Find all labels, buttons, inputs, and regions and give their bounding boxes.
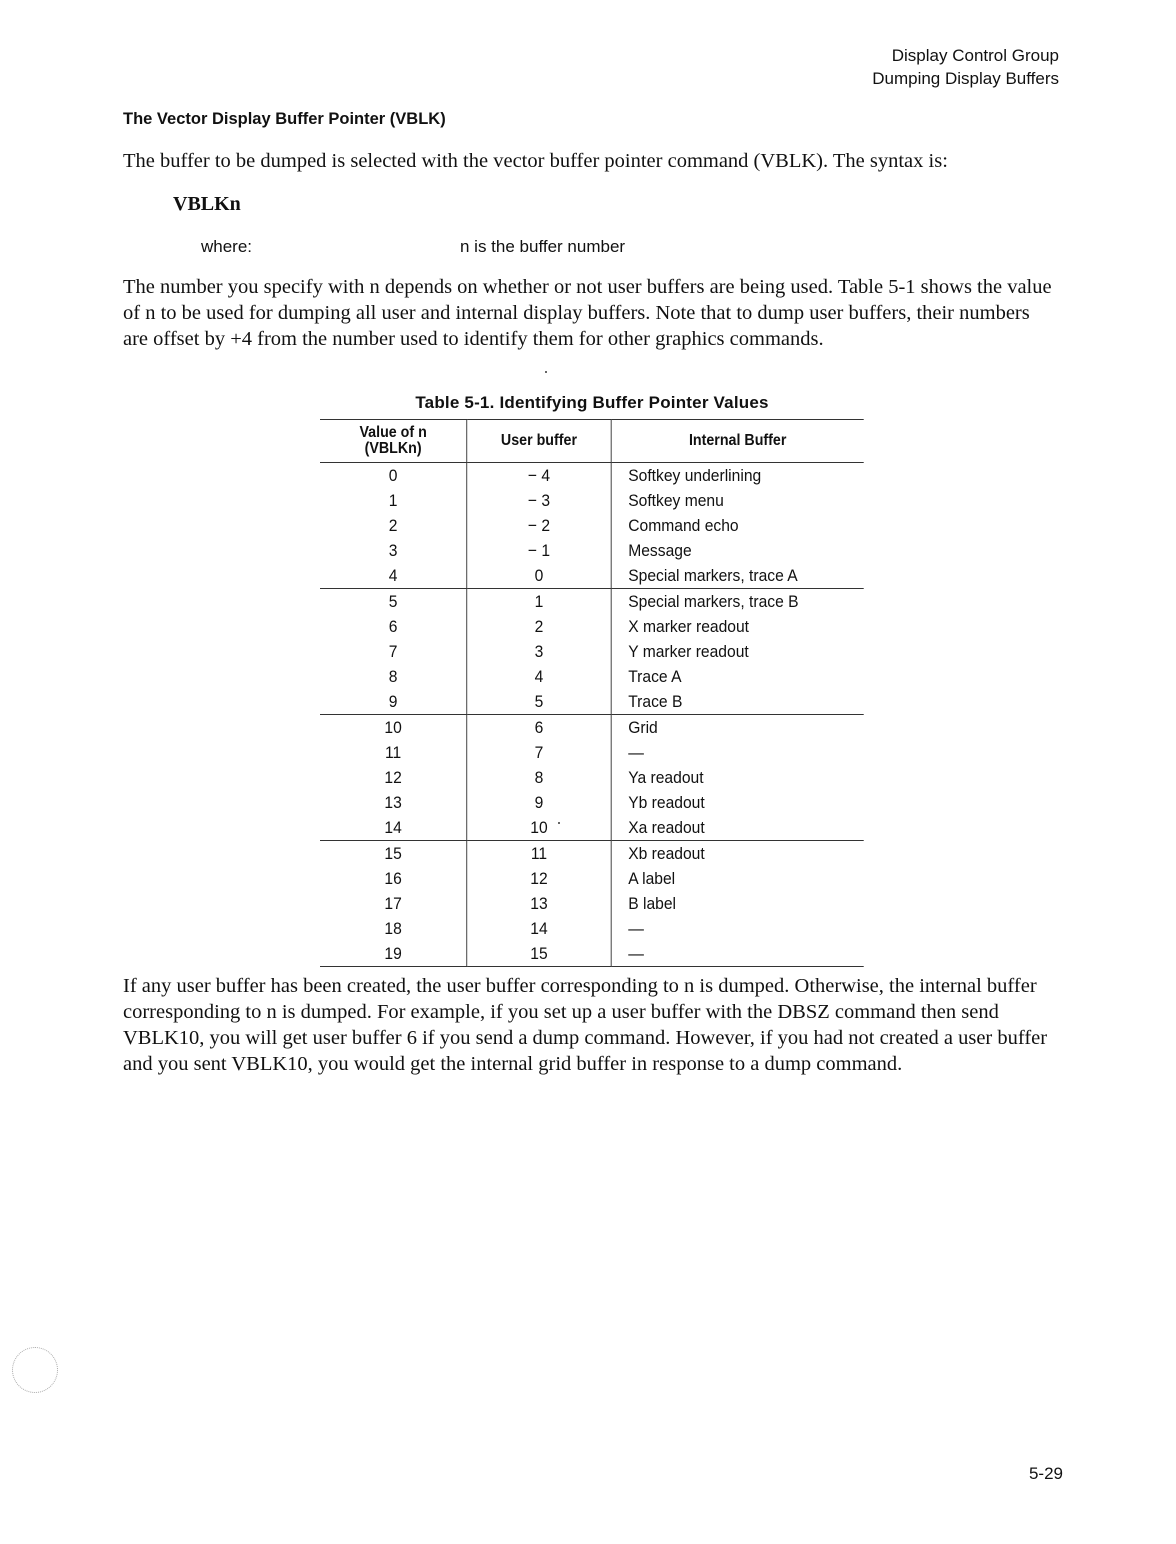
cell-user-buffer: − 1 (467, 538, 611, 563)
cell-value-of-n: 17 (320, 891, 467, 916)
cell-value-of-n: 14 (320, 815, 467, 841)
cell-value-of-n: 3 (320, 538, 467, 563)
header-value-of-n: Value of n (VBLKn) (320, 420, 467, 463)
cell-user-buffer: 13 (467, 891, 611, 916)
cell-internal-buffer: — (611, 941, 864, 967)
cell-value-of-n: 5 (320, 589, 467, 615)
cell-value-of-n: 1 (320, 488, 467, 513)
stray-mark (545, 371, 547, 373)
cell-user-buffer: 9 (467, 790, 611, 815)
cell-user-buffer: 1 (467, 589, 611, 615)
cell-user-buffer: 8 (467, 765, 611, 790)
table-row (320, 916, 864, 941)
table-body (320, 463, 864, 967)
cell-user-buffer: 10 (467, 815, 611, 841)
table-row (320, 513, 864, 538)
cell-user-buffer: 7 (467, 740, 611, 765)
cell-internal-buffer: A label (628, 869, 676, 888)
cell-internal-buffer: Softkey underlining (628, 466, 762, 485)
table-row (320, 639, 864, 664)
cell-value-of-n: 11 (320, 740, 467, 765)
running-head (872, 44, 1059, 90)
cell-internal-buffer: Message (628, 541, 692, 560)
cell-value-of-n: 2 (320, 513, 467, 538)
cell-user-buffer: 11 (467, 841, 611, 867)
table-row (320, 891, 864, 916)
cell-internal-buffer: Ya readout (628, 768, 704, 787)
cell-user-buffer: 14 (467, 916, 611, 941)
stray-mark (558, 822, 560, 824)
cell-internal-buffer: X marker readout (628, 617, 750, 636)
table-row (320, 815, 864, 841)
cell-internal-buffer: Special markers, trace B (628, 592, 799, 611)
table-row (320, 589, 864, 615)
cell-value-of-n: 16 (320, 866, 467, 891)
cell-internal-buffer: B label (628, 894, 677, 913)
page-number: 5-29 (1028, 1464, 1063, 1483)
table-row (320, 715, 864, 741)
cell-value-of-n: 7 (320, 639, 467, 664)
table-row (320, 740, 864, 765)
explanation-paragraph: The number you specify with n depends on whether or not user buffers are being used. Table 5-1 shows the value of n to be used for dumping all user and internal display buffers. Note that to dump user buffers, their numbers are offset by +4 from the number used to identify them for other graphics commands. (123, 276, 1052, 350)
cell-internal-buffer: Softkey menu (628, 491, 724, 510)
cell-internal-buffer: Xa readout (611, 815, 864, 841)
cell-user-buffer: 4 (467, 664, 611, 689)
table-row (320, 689, 864, 715)
cell-value-of-n: 12 (320, 765, 467, 790)
cell-value-of-n: 18 (320, 916, 467, 941)
table-row (320, 563, 864, 589)
cell-user-buffer: 2 (467, 614, 611, 639)
cell-internal-buffer: Xb readout (628, 844, 705, 863)
table-row (320, 488, 864, 513)
cell-value-of-n: 9 (320, 689, 467, 715)
header-internal-buffer: Internal Buffer (611, 420, 864, 463)
cell-internal-buffer: — (628, 743, 644, 762)
cell-value-of-n: 10 (320, 715, 467, 741)
cell-user-buffer: 0 (467, 563, 611, 589)
table-row (320, 765, 864, 790)
cell-user-buffer: 15 (467, 941, 611, 967)
closing-paragraph: If any user buffer has been created, the user buffer corresponding to n is dumped. Otherwise, the internal buffer corresponding to n is dumped. For example, if you set up a user buffer with the DBSZ command then send VBLK10, you will get user buffer 6 if you send a dump command. However, if you had not created a user buffer and you sent VBLK10, you would get the internal grid buffer in response to a dump command. (123, 975, 1048, 1075)
intro-paragraph: The buffer to be dumped is selected with the vector buffer pointer command (VBLK). The syntax is: (123, 150, 948, 172)
cell-value-of-n: 15 (320, 841, 467, 867)
syntax-command: VBLKn (173, 193, 241, 215)
header-user-buffer: User buffer (467, 420, 611, 463)
cell-internal-buffer: Grid (628, 718, 658, 737)
table-row (320, 538, 864, 563)
table-row (320, 664, 864, 689)
cell-internal-buffer: Command echo (628, 516, 739, 535)
table-row (320, 614, 864, 639)
cell-internal-buffer: Trace B (611, 689, 864, 715)
cell-value-of-n: 0 (320, 463, 467, 489)
cell-value-of-n: 4 (320, 563, 467, 589)
buffer-pointer-table (320, 419, 864, 967)
cell-internal-buffer: Yb readout (628, 793, 705, 812)
cell-internal-buffer: Special markers, trace A (611, 563, 864, 589)
cell-internal-buffer: Trace A (628, 667, 682, 686)
table-caption: Table 5-1. Identifying Buffer Pointer Values (415, 393, 769, 412)
punch-hole-mark (12, 1347, 58, 1393)
running-head-section: Dumping Display Buffers (872, 69, 1059, 88)
where-label: where: (201, 237, 253, 256)
table-row (320, 866, 864, 891)
cell-user-buffer: 12 (467, 866, 611, 891)
cell-value-of-n: 6 (320, 614, 467, 639)
cell-value-of-n: 13 (320, 790, 467, 815)
table-row (320, 463, 864, 489)
cell-internal-buffer: — (628, 919, 644, 938)
where-definition: n is the buffer number (460, 237, 626, 256)
section-heading: The Vector Display Buffer Pointer (VBLK) (123, 110, 446, 128)
cell-value-of-n: 8 (320, 664, 467, 689)
cell-internal-buffer: Y marker readout (628, 642, 749, 661)
cell-user-buffer: − 3 (467, 488, 611, 513)
cell-user-buffer: 6 (467, 715, 611, 741)
table-row (320, 790, 864, 815)
cell-user-buffer: 5 (467, 689, 611, 715)
running-head-chapter: Display Control Group (891, 46, 1059, 65)
cell-user-buffer: − 4 (467, 463, 611, 489)
table-row (320, 841, 864, 867)
cell-user-buffer: 3 (467, 639, 611, 664)
table-header-row (320, 420, 864, 463)
cell-user-buffer: − 2 (467, 513, 611, 538)
cell-value-of-n: 19 (320, 941, 467, 967)
table-row (320, 941, 864, 967)
